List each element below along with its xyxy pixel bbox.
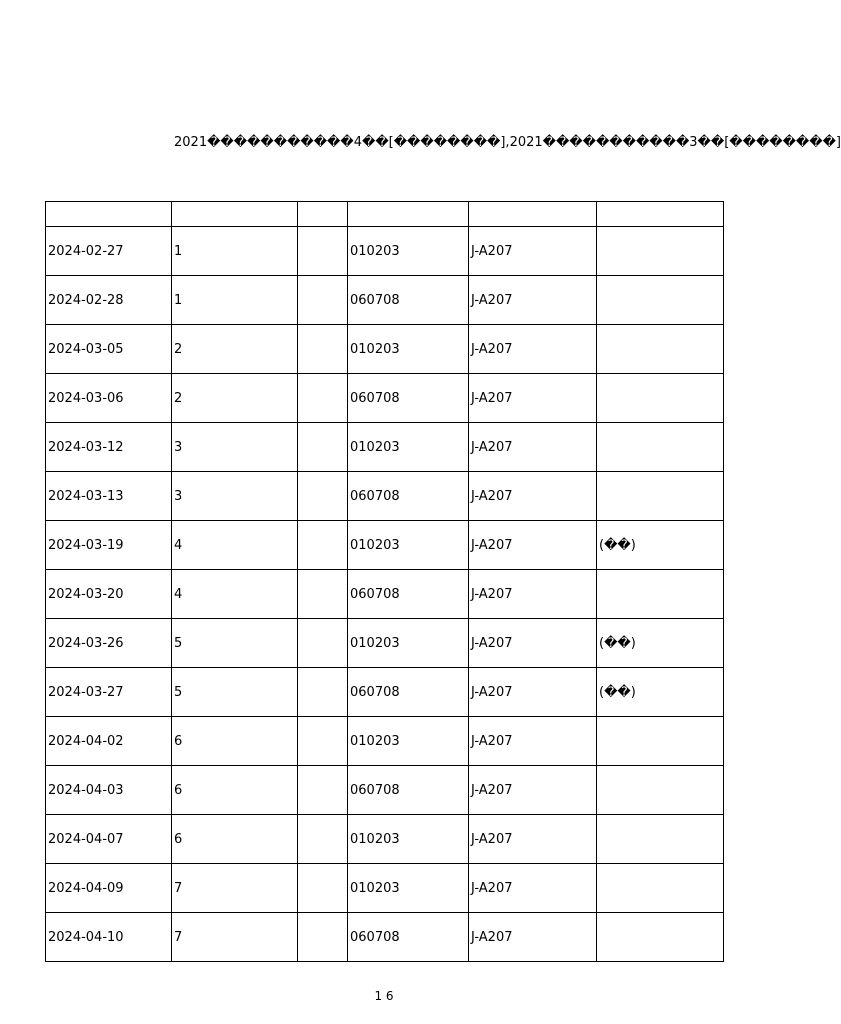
cell-week: 5 — [172, 668, 298, 717]
cell-week: 4 — [172, 521, 298, 570]
cell-week: 6 — [172, 815, 298, 864]
cell-weekday — [298, 668, 348, 717]
column-header-content — [597, 202, 724, 227]
table-row — [46, 668, 724, 717]
cell-room: J-A207 — [469, 619, 597, 668]
cell-week: 3 — [172, 423, 298, 472]
column-header-room — [469, 202, 597, 227]
cell-week: 2 — [172, 374, 298, 423]
cell-period: 010203 — [348, 815, 469, 864]
table-row — [46, 472, 724, 521]
cell-date: 2024-02-27 — [46, 227, 172, 276]
cell-weekday — [298, 374, 348, 423]
table-row — [46, 619, 724, 668]
cell-week: 2 — [172, 325, 298, 374]
cell-room: J-A207 — [469, 276, 597, 325]
cell-content: (��) — [597, 619, 724, 668]
cell-date: 2024-03-20 — [46, 570, 172, 619]
cell-weekday — [298, 864, 348, 913]
cell-week: 1 — [172, 276, 298, 325]
cell-weekday — [298, 227, 348, 276]
cell-room: J-A207 — [469, 472, 597, 521]
cell-room: J-A207 — [469, 521, 597, 570]
table-row — [46, 325, 724, 374]
cell-date: 2024-03-13 — [46, 472, 172, 521]
column-header-period — [348, 202, 469, 227]
cell-period: 060708 — [348, 913, 469, 962]
cell-room: J-A207 — [469, 668, 597, 717]
table-row — [46, 864, 724, 913]
table-row — [46, 423, 724, 472]
cell-date: 2024-04-03 — [46, 766, 172, 815]
cell-room: J-A207 — [469, 815, 597, 864]
cell-content — [597, 815, 724, 864]
cell-weekday — [298, 276, 348, 325]
cell-weekday — [298, 423, 348, 472]
column-header-weekday — [298, 202, 348, 227]
cell-period: 060708 — [348, 472, 469, 521]
cell-period: 060708 — [348, 374, 469, 423]
cell-date: 2024-03-27 — [46, 668, 172, 717]
cell-weekday — [298, 619, 348, 668]
cell-week: 6 — [172, 717, 298, 766]
column-header-week — [172, 202, 298, 227]
cell-room: J-A207 — [469, 374, 597, 423]
cell-period: 010203 — [348, 227, 469, 276]
cell-room: J-A207 — [469, 766, 597, 815]
table-row — [46, 521, 724, 570]
cell-room: J-A207 — [469, 913, 597, 962]
schedule-table-header — [46, 202, 724, 227]
cell-room: J-A207 — [469, 717, 597, 766]
table-row — [46, 570, 724, 619]
cell-weekday — [298, 815, 348, 864]
cell-room: J-A207 — [469, 570, 597, 619]
cell-period: 010203 — [348, 423, 469, 472]
cell-week: 3 — [172, 472, 298, 521]
header-row — [46, 202, 724, 227]
cell-week: 4 — [172, 570, 298, 619]
cell-content: (��) — [597, 668, 724, 717]
cell-date: 2024-04-02 — [46, 717, 172, 766]
schedule-table — [45, 201, 724, 962]
cell-content — [597, 472, 724, 521]
cell-period: 060708 — [348, 766, 469, 815]
cell-weekday — [298, 717, 348, 766]
cell-period: 060708 — [348, 668, 469, 717]
cell-content — [597, 913, 724, 962]
cell-room: J-A207 — [469, 227, 597, 276]
cell-date: 2024-03-06 — [46, 374, 172, 423]
table-row — [46, 766, 724, 815]
cell-period: 010203 — [348, 325, 469, 374]
cell-period: 010203 — [348, 619, 469, 668]
cell-weekday — [298, 570, 348, 619]
cell-period: 060708 — [348, 276, 469, 325]
table-row — [46, 815, 724, 864]
cell-content — [597, 374, 724, 423]
cell-content — [597, 864, 724, 913]
cell-period: 010203 — [348, 521, 469, 570]
table-row — [46, 276, 724, 325]
cell-week: 5 — [172, 619, 298, 668]
cell-content — [597, 325, 724, 374]
cell-week: 7 — [172, 864, 298, 913]
cell-period: 010203 — [348, 717, 469, 766]
cell-weekday — [298, 472, 348, 521]
cell-room: J-A207 — [469, 864, 597, 913]
cell-date: 2024-02-28 — [46, 276, 172, 325]
cell-weekday — [298, 913, 348, 962]
cell-content — [597, 717, 724, 766]
cell-content — [597, 570, 724, 619]
cell-date: 2024-04-07 — [46, 815, 172, 864]
cell-period: 060708 — [348, 570, 469, 619]
table-row — [46, 717, 724, 766]
cell-date: 2024-03-19 — [46, 521, 172, 570]
cell-week: 7 — [172, 913, 298, 962]
schedule-table-body — [46, 227, 724, 962]
cell-room: J-A207 — [469, 423, 597, 472]
cell-weekday — [298, 766, 348, 815]
class-value: 2021�����������4��[��������],2021�����������3��[��������] — [174, 135, 841, 150]
cell-date: 2024-03-26 — [46, 619, 172, 668]
cell-weekday — [298, 521, 348, 570]
cell-content: (��) — [597, 521, 724, 570]
table-row — [46, 374, 724, 423]
cell-date: 2024-03-12 — [46, 423, 172, 472]
cell-content — [597, 766, 724, 815]
cell-room: J-A207 — [469, 325, 597, 374]
cell-week: 1 — [172, 227, 298, 276]
cell-content — [597, 227, 724, 276]
cell-weekday — [298, 325, 348, 374]
page-footer: 1 6 — [374, 989, 394, 1003]
table-row — [46, 227, 724, 276]
column-header-date — [46, 202, 172, 227]
cell-content — [597, 423, 724, 472]
cell-date: 2024-04-10 — [46, 913, 172, 962]
cell-date: 2024-03-05 — [46, 325, 172, 374]
cell-date: 2024-04-09 — [46, 864, 172, 913]
cell-content — [597, 276, 724, 325]
cell-period: 010203 — [348, 864, 469, 913]
cell-week: 6 — [172, 766, 298, 815]
table-row — [46, 913, 724, 962]
